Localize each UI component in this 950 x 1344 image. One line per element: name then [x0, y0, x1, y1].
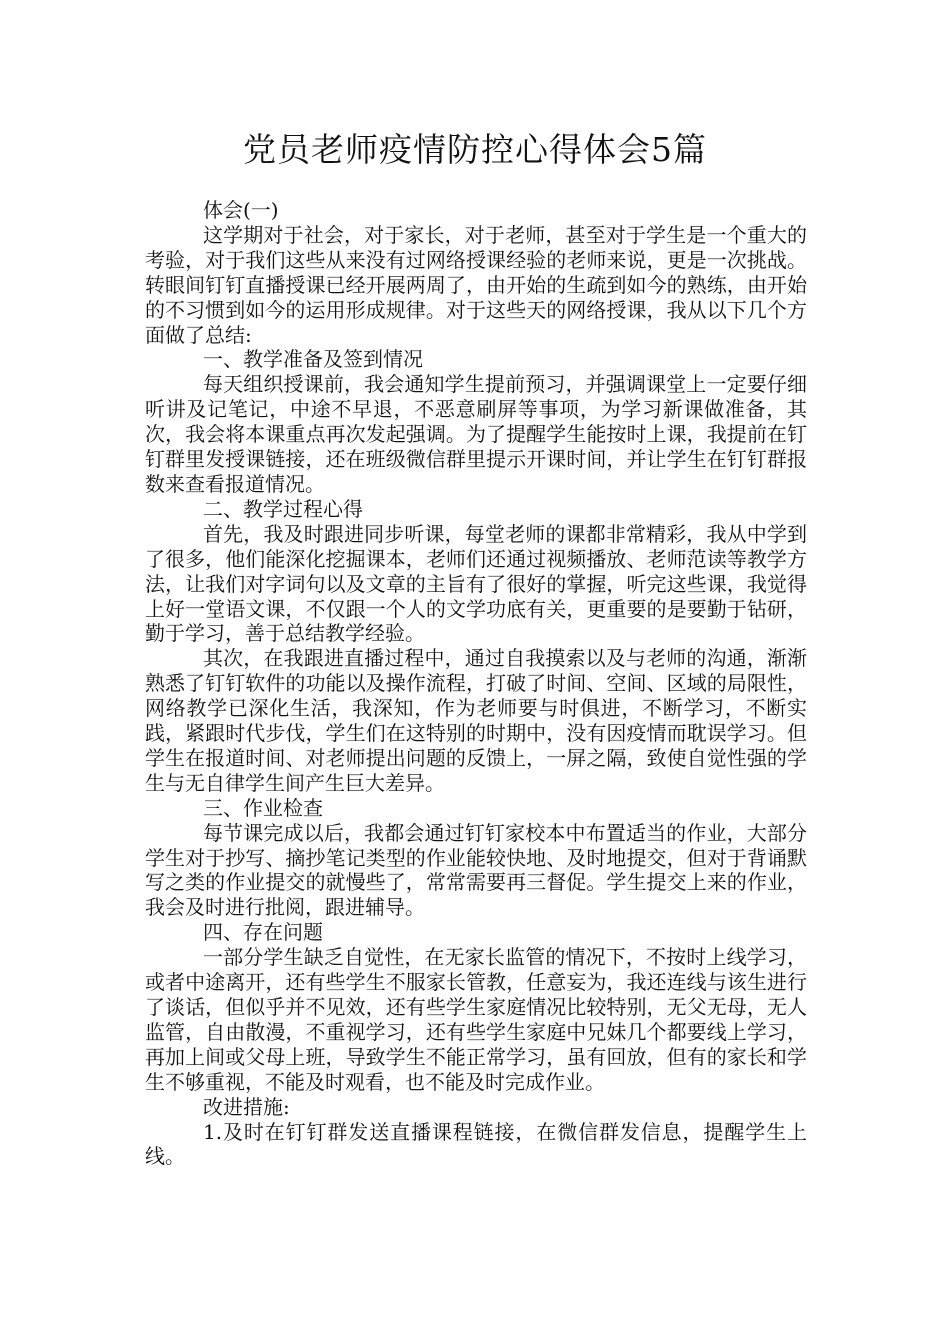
body-paragraph: 每节课完成以后，我都会通过钉钉家校本中布置适当的作业，大部分学生对于抄写、摘抄笔记类型的作业能较快地、及时地提交，但对于背诵默写之类的作业提交的就慢些了，常常需要再三督促。学生提交上来的作业，我会及时进行批阅，跟进辅导。	[145, 820, 807, 920]
body-paragraph: 其次，在我跟进直播过程中，通过自我摸索以及与老师的沟通，渐渐熟悉了钉钉软件的功能以及操作流程，打破了时间、空间、区域的局限性，网络教学已深化生活，我深知，作为老师要与时俱进，不断学习，不断实践，紧跟时代步伐，学生们在这特别的时期中，没有因疫情而耽误学习。但学生在报道时间、对老师提出问题的反馈上，一屏之隔，致使自觉性强的学生与无自律学生间产生巨大差异。	[145, 646, 807, 795]
body-paragraph: 首先，我及时跟进同步听课，每堂老师的课都非常精彩，我从中学到了很多，他们能深化挖掘课本，老师们还通过视频播放、老师范读等教学方法，让我们对字词句以及文章的主旨有了很好的掌握，听完这些课，我觉得上好一堂语文课，不仅跟一个人的文学功底有关，更重要的是要勤于钻研，勤于学习，善于总结教学经验。	[145, 521, 807, 646]
document-body	[145, 198, 807, 1169]
document-title: 党员老师疫情防控心得体会5篇	[243, 130, 707, 169]
body-paragraph: 1.及时在钉钉群发送直播课程链接，在微信群发信息，提醒学生上线。	[145, 1119, 807, 1169]
section-heading: 改进措施:	[203, 1094, 290, 1119]
section-heading: 三、作业检查	[203, 795, 323, 820]
body-paragraph: 一部分学生缺乏自觉性，在无家长监管的情况下，不按时上线学习，或者中途离开，还有些学生不服家长管教，任意妄为，我还连线与该生进行了谈话，但似乎并不见效，还有些学生家庭情况比较特别，无父无母，无人监管，自由散漫，不重视学习，还有些学生家庭中兄妹几个都要线上学习，再加上间或父母上班，导致学生不能正常学习，虽有回放，但有的家长和学生不够重视，不能及时观看，也不能及时完成作业。	[145, 945, 807, 1094]
section-heading: 体会(一)	[203, 198, 279, 222]
section-heading: 二、教学过程心得	[203, 496, 363, 521]
section-heading: 一、教学准备及签到情况	[203, 347, 423, 372]
body-paragraph: 每天组织授课前，我会通知学生提前预习，并强调课堂上一定要仔细听讲及记笔记，中途不早退，不恶意刷屏等事项，为学习新课做准备，其次，我会将本课重点再次发起强调。为了提醒学生能按时上课，我提前在钉钉群里发授课链接，还在班级微信群里提示开课时间，并让学生在钉钉群报数来查看报道情况。	[145, 372, 807, 496]
body-paragraph: 这学期对于社会，对于家长，对于老师，甚至对于学生是一个重大的考验，对于我们这些从来没有过网络授课经验的老师来说，更是一次挑战。转眼间钉钉直播授课已经开展两周了，由开始的生疏到如今的熟练，由开始的不习惯到如今的运用形成规律。对于这些天的网络授课，我从以下几个方面做了总结:	[145, 222, 807, 347]
section-heading: 四、存在问题	[203, 920, 323, 945]
